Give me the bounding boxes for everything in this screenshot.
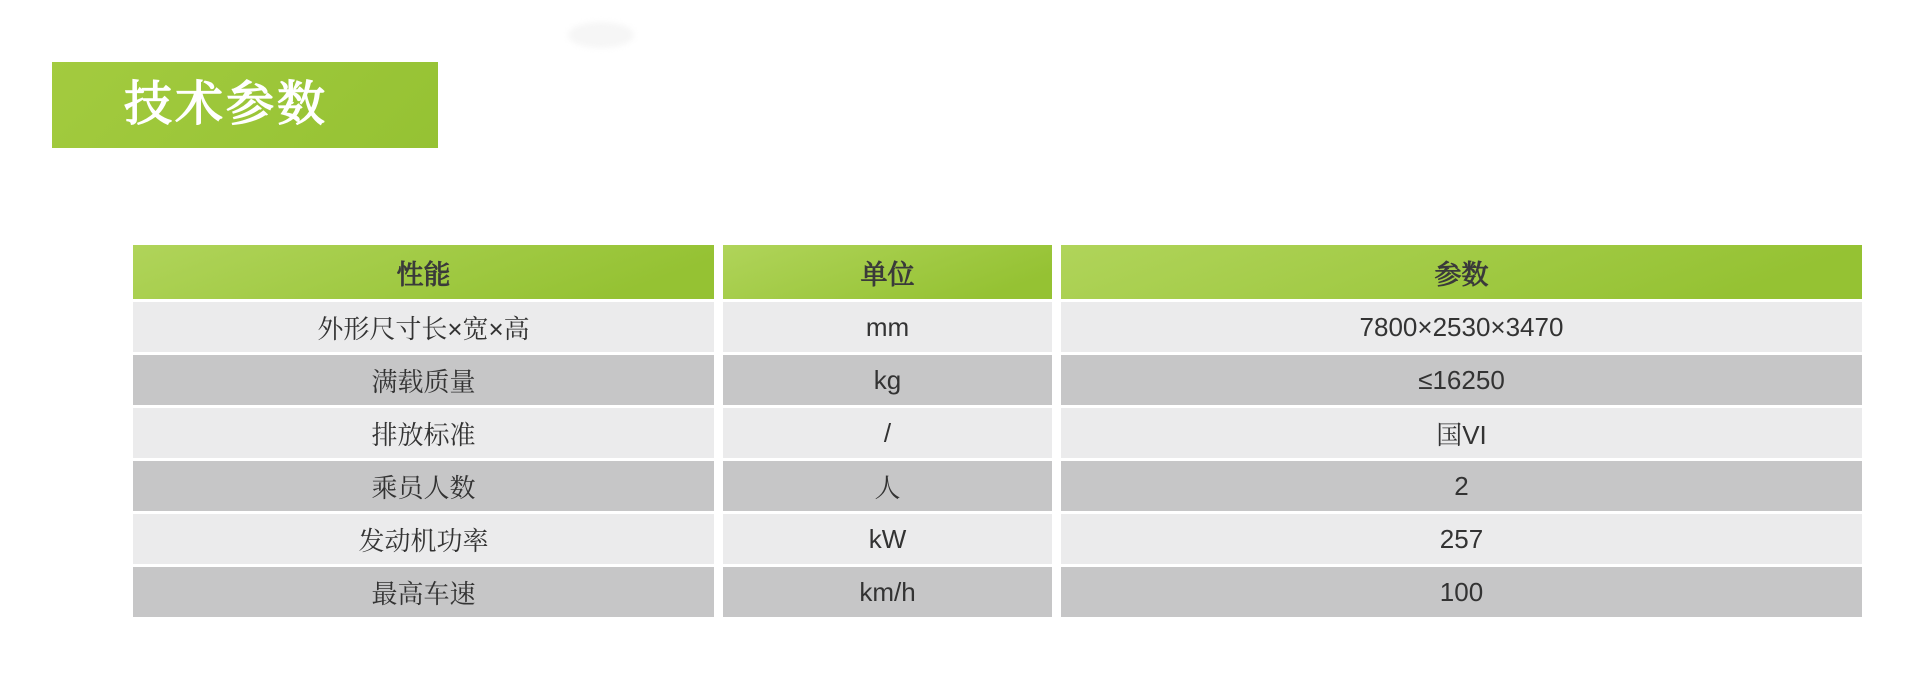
spec-unit: km/h bbox=[723, 567, 1052, 617]
spec-value: 国VI bbox=[1061, 408, 1862, 458]
column-header-unit: 单位 bbox=[723, 245, 1052, 299]
spec-name: 最高车速 bbox=[133, 567, 714, 617]
table-row-dimensions bbox=[133, 302, 1862, 352]
table-row-occupants bbox=[133, 461, 1862, 511]
spec-unit: kW bbox=[723, 514, 1052, 564]
spec-unit: 人 bbox=[723, 461, 1052, 511]
column-header-performance: 性能 bbox=[133, 245, 714, 299]
spec-name: 乘员人数 bbox=[133, 461, 714, 511]
spec-name: 发动机功率 bbox=[133, 514, 714, 564]
background-smudge bbox=[568, 22, 634, 48]
spec-value: 7800×2530×3470 bbox=[1061, 302, 1862, 352]
spec-table bbox=[133, 245, 1862, 617]
spec-value: 2 bbox=[1061, 461, 1862, 511]
spec-name: 外形尺寸长×宽×高 bbox=[133, 302, 714, 352]
table-header-row bbox=[133, 245, 1862, 299]
section-title-badge bbox=[52, 62, 438, 148]
spec-unit: mm bbox=[723, 302, 1052, 352]
table-row-engine-power bbox=[133, 514, 1862, 564]
spec-value: 257 bbox=[1061, 514, 1862, 564]
table-row-max-speed bbox=[133, 567, 1862, 617]
spec-unit: kg bbox=[723, 355, 1052, 405]
spec-unit: / bbox=[723, 408, 1052, 458]
spec-name: 满载质量 bbox=[133, 355, 714, 405]
spec-value: ≤16250 bbox=[1061, 355, 1862, 405]
spec-value: 100 bbox=[1061, 567, 1862, 617]
spec-name: 排放标准 bbox=[133, 408, 714, 458]
column-header-parameter: 参数 bbox=[1061, 245, 1862, 299]
section-title: 技术参数 bbox=[124, 78, 329, 131]
table-row-full-load-mass bbox=[133, 355, 1862, 405]
table-row-emission-standard bbox=[133, 408, 1862, 458]
